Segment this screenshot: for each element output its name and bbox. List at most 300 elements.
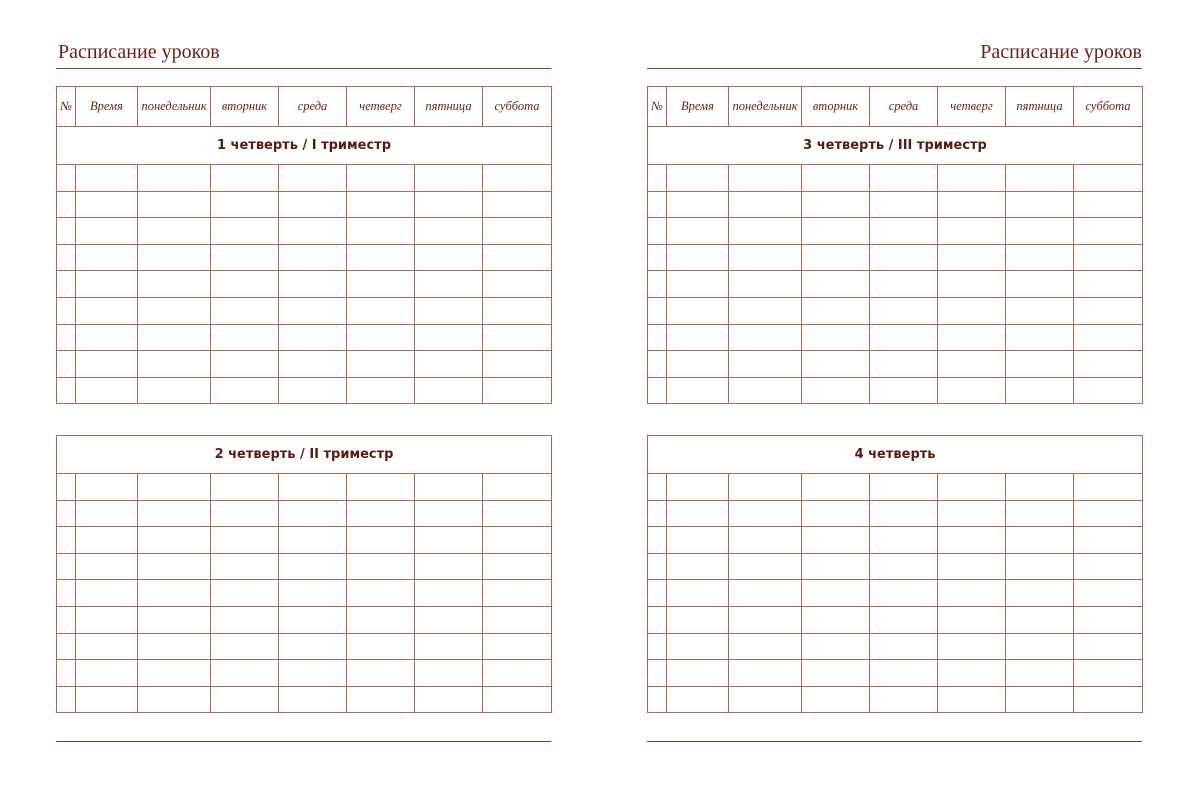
table-cell[interactable] <box>76 377 138 404</box>
table-row <box>57 686 552 713</box>
table-cell[interactable] <box>1006 686 1074 713</box>
table-cell[interactable] <box>938 271 1006 298</box>
table-cell[interactable] <box>870 165 938 192</box>
table-cell[interactable] <box>729 377 802 404</box>
table-cell[interactable] <box>1006 351 1074 378</box>
table-cell[interactable] <box>483 500 552 527</box>
table-cell[interactable] <box>648 297 667 324</box>
table-cell[interactable] <box>211 660 279 687</box>
table-cell[interactable] <box>1074 527 1143 554</box>
table-cell[interactable] <box>483 351 552 378</box>
table-cell[interactable] <box>279 271 347 298</box>
table-cell[interactable] <box>729 324 802 351</box>
table-cell[interactable] <box>279 686 347 713</box>
table-cell[interactable] <box>211 244 279 271</box>
table-cell[interactable] <box>667 606 729 633</box>
table-cell[interactable] <box>483 218 552 245</box>
table-cell[interactable] <box>938 165 1006 192</box>
table-cell[interactable] <box>57 377 76 404</box>
table-cell[interactable] <box>648 553 667 580</box>
table-cell[interactable] <box>76 165 138 192</box>
table-cell[interactable] <box>211 606 279 633</box>
table-cell[interactable] <box>347 191 415 218</box>
table-cell[interactable] <box>415 324 483 351</box>
table-cell[interactable] <box>483 686 552 713</box>
table-cell[interactable] <box>729 686 802 713</box>
table-cell[interactable] <box>279 244 347 271</box>
table-cell[interactable] <box>138 474 211 501</box>
table-cell[interactable] <box>279 580 347 607</box>
table-cell[interactable] <box>802 244 870 271</box>
table-cell[interactable] <box>1006 218 1074 245</box>
table-cell[interactable] <box>57 244 76 271</box>
table-cell[interactable] <box>279 633 347 660</box>
table-cell[interactable] <box>483 633 552 660</box>
table-cell[interactable] <box>1006 191 1074 218</box>
table-cell[interactable] <box>483 553 552 580</box>
table-cell[interactable] <box>1074 351 1143 378</box>
table-cell[interactable] <box>802 324 870 351</box>
table-cell[interactable] <box>729 633 802 660</box>
table-cell[interactable] <box>211 527 279 554</box>
table-cell[interactable] <box>211 165 279 192</box>
table-cell[interactable] <box>76 351 138 378</box>
table-cell[interactable] <box>1074 244 1143 271</box>
table-cell[interactable] <box>648 633 667 660</box>
table-cell[interactable] <box>57 606 76 633</box>
table-cell[interactable] <box>138 271 211 298</box>
table-cell[interactable] <box>802 191 870 218</box>
table-cell[interactable] <box>415 686 483 713</box>
table-cell[interactable] <box>729 218 802 245</box>
table-cell[interactable] <box>57 271 76 298</box>
table-cell[interactable] <box>1074 500 1143 527</box>
table-cell[interactable] <box>938 218 1006 245</box>
table-cell[interactable] <box>648 244 667 271</box>
table-cell[interactable] <box>415 244 483 271</box>
table-cell[interactable] <box>870 580 938 607</box>
table-cell[interactable] <box>938 191 1006 218</box>
table-cell[interactable] <box>667 351 729 378</box>
table-cell[interactable] <box>1074 271 1143 298</box>
table-cell[interactable] <box>729 165 802 192</box>
table-cell[interactable] <box>802 553 870 580</box>
table-cell[interactable] <box>57 686 76 713</box>
column-header: № <box>648 87 667 127</box>
table-cell[interactable] <box>667 527 729 554</box>
table-cell[interactable] <box>938 377 1006 404</box>
table-cell[interactable] <box>415 606 483 633</box>
table-cell[interactable] <box>138 191 211 218</box>
table-cell[interactable] <box>648 606 667 633</box>
table-cell[interactable] <box>729 606 802 633</box>
table-cell[interactable] <box>76 660 138 687</box>
table-cell[interactable] <box>729 244 802 271</box>
table-cell[interactable] <box>57 500 76 527</box>
table-cell[interactable] <box>76 606 138 633</box>
table-cell[interactable] <box>729 474 802 501</box>
table-cell[interactable] <box>76 500 138 527</box>
table-cell[interactable] <box>211 191 279 218</box>
table-cell[interactable] <box>138 660 211 687</box>
table-cell[interactable] <box>667 191 729 218</box>
table-cell[interactable] <box>802 660 870 687</box>
table-cell[interactable] <box>138 686 211 713</box>
table-cell[interactable] <box>347 633 415 660</box>
table-cell[interactable] <box>483 191 552 218</box>
table-cell[interactable] <box>347 580 415 607</box>
table-cell[interactable] <box>347 686 415 713</box>
table-cell[interactable] <box>667 474 729 501</box>
table-cell[interactable] <box>648 191 667 218</box>
table-cell[interactable] <box>870 553 938 580</box>
table-cell[interactable] <box>279 527 347 554</box>
table-cell[interactable] <box>1006 606 1074 633</box>
table-row <box>648 500 1143 527</box>
table-cell[interactable] <box>347 606 415 633</box>
table-cell[interactable] <box>347 165 415 192</box>
table-cell[interactable] <box>211 271 279 298</box>
table-cell[interactable] <box>483 244 552 271</box>
table-cell[interactable] <box>938 500 1006 527</box>
table-cell[interactable] <box>211 297 279 324</box>
table-cell[interactable] <box>483 297 552 324</box>
table-cell[interactable] <box>347 218 415 245</box>
table-cell[interactable] <box>138 324 211 351</box>
table-cell[interactable] <box>802 218 870 245</box>
table-cell[interactable] <box>802 606 870 633</box>
table-cell[interactable] <box>57 297 76 324</box>
table-cell[interactable] <box>729 500 802 527</box>
table-cell[interactable] <box>347 553 415 580</box>
table-cell[interactable] <box>279 218 347 245</box>
table-cell[interactable] <box>138 218 211 245</box>
table-cell[interactable] <box>415 351 483 378</box>
table-cell[interactable] <box>648 271 667 298</box>
table-cell[interactable] <box>211 553 279 580</box>
table-cell[interactable] <box>57 218 76 245</box>
table-cell[interactable] <box>938 686 1006 713</box>
table-cell[interactable] <box>211 633 279 660</box>
table-cell[interactable] <box>138 244 211 271</box>
table-cell[interactable] <box>279 165 347 192</box>
table-cell[interactable] <box>483 271 552 298</box>
table-cell[interactable] <box>211 686 279 713</box>
table-cell[interactable] <box>138 580 211 607</box>
table-cell[interactable] <box>870 527 938 554</box>
table-cell[interactable] <box>76 527 138 554</box>
table-cell[interactable] <box>1006 580 1074 607</box>
table-cell[interactable] <box>57 553 76 580</box>
table-cell[interactable] <box>76 474 138 501</box>
table-cell[interactable] <box>1006 474 1074 501</box>
table-cell[interactable] <box>76 191 138 218</box>
table-cell[interactable] <box>76 324 138 351</box>
table-cell[interactable] <box>57 633 76 660</box>
table-cell[interactable] <box>347 351 415 378</box>
table-cell[interactable] <box>1006 500 1074 527</box>
table-cell[interactable] <box>279 191 347 218</box>
table-cell[interactable] <box>211 580 279 607</box>
table-cell[interactable] <box>415 218 483 245</box>
table-cell[interactable] <box>667 244 729 271</box>
table-cell[interactable] <box>415 553 483 580</box>
table-cell[interactable] <box>729 580 802 607</box>
table-row <box>648 474 1143 501</box>
table-cell[interactable] <box>802 633 870 660</box>
table-cell[interactable] <box>729 271 802 298</box>
table-cell[interactable] <box>667 271 729 298</box>
table-cell[interactable] <box>1074 191 1143 218</box>
table-cell[interactable] <box>667 686 729 713</box>
table-cell[interactable] <box>870 324 938 351</box>
table-cell[interactable] <box>57 165 76 192</box>
table-cell[interactable] <box>729 660 802 687</box>
table-cell[interactable] <box>279 474 347 501</box>
table-cell[interactable] <box>57 351 76 378</box>
table-cell[interactable] <box>1074 606 1143 633</box>
table-cell[interactable] <box>802 351 870 378</box>
table-cell[interactable] <box>347 527 415 554</box>
table-row <box>57 553 552 580</box>
table-cell[interactable] <box>1074 553 1143 580</box>
table-cell[interactable] <box>870 686 938 713</box>
table-cell[interactable] <box>802 271 870 298</box>
table-cell[interactable] <box>729 191 802 218</box>
table-cell[interactable] <box>415 660 483 687</box>
table-cell[interactable] <box>138 500 211 527</box>
table-cell[interactable] <box>648 377 667 404</box>
table-cell[interactable] <box>802 686 870 713</box>
table-cell[interactable] <box>483 660 552 687</box>
table-cell[interactable] <box>648 660 667 687</box>
table-cell[interactable] <box>729 553 802 580</box>
table-cell[interactable] <box>802 474 870 501</box>
table-cell[interactable] <box>483 324 552 351</box>
table-cell[interactable] <box>667 297 729 324</box>
table-cell[interactable] <box>1074 377 1143 404</box>
table-cell[interactable] <box>870 606 938 633</box>
table-cell[interactable] <box>802 527 870 554</box>
table-cell[interactable] <box>483 474 552 501</box>
table-cell[interactable] <box>1006 553 1074 580</box>
table-cell[interactable] <box>1074 165 1143 192</box>
table-cell[interactable] <box>76 244 138 271</box>
table-cell[interactable] <box>870 244 938 271</box>
table-cell[interactable] <box>138 553 211 580</box>
bottom-rule <box>647 741 1142 742</box>
table-cell[interactable] <box>667 633 729 660</box>
table-cell[interactable] <box>347 271 415 298</box>
table-cell[interactable] <box>648 324 667 351</box>
table-cell[interactable] <box>870 271 938 298</box>
column-header: четверг <box>938 87 1006 127</box>
table-cell[interactable] <box>870 474 938 501</box>
table-cell[interactable] <box>667 218 729 245</box>
table-cell[interactable] <box>802 500 870 527</box>
table-cell[interactable] <box>667 660 729 687</box>
table-cell[interactable] <box>483 527 552 554</box>
table-cell[interactable] <box>211 377 279 404</box>
table-cell[interactable] <box>729 351 802 378</box>
table-cell[interactable] <box>648 351 667 378</box>
table-cell[interactable] <box>1006 377 1074 404</box>
table-cell[interactable] <box>802 297 870 324</box>
table-cell[interactable] <box>415 527 483 554</box>
table-cell[interactable] <box>279 351 347 378</box>
table-cell[interactable] <box>347 474 415 501</box>
table-cell[interactable] <box>279 553 347 580</box>
table-cell[interactable] <box>1074 218 1143 245</box>
table-cell[interactable] <box>57 660 76 687</box>
table-cell[interactable] <box>483 580 552 607</box>
table-cell[interactable] <box>279 500 347 527</box>
table-cell[interactable] <box>938 351 1006 378</box>
table-cell[interactable] <box>938 324 1006 351</box>
table-cell[interactable] <box>279 297 347 324</box>
table-cell[interactable] <box>729 297 802 324</box>
table-cell[interactable] <box>1074 686 1143 713</box>
table-cell[interactable] <box>938 527 1006 554</box>
table-cell[interactable] <box>415 474 483 501</box>
table-cell[interactable] <box>138 633 211 660</box>
table-cell[interactable] <box>138 377 211 404</box>
table-cell[interactable] <box>415 377 483 404</box>
table-cell[interactable] <box>76 271 138 298</box>
table-cell[interactable] <box>57 324 76 351</box>
table-cell[interactable] <box>1074 474 1143 501</box>
table-cell[interactable] <box>938 606 1006 633</box>
table-cell[interactable] <box>415 580 483 607</box>
column-header: пятница <box>415 87 483 127</box>
table-cell[interactable] <box>870 633 938 660</box>
table-cell[interactable] <box>76 297 138 324</box>
table-cell[interactable] <box>1074 580 1143 607</box>
table-cell[interactable] <box>57 474 76 501</box>
table-cell[interactable] <box>57 527 76 554</box>
table-cell[interactable] <box>667 377 729 404</box>
table-cell[interactable] <box>76 633 138 660</box>
table-cell[interactable] <box>138 527 211 554</box>
table-cell[interactable] <box>76 553 138 580</box>
table-cell[interactable] <box>802 165 870 192</box>
table-row <box>57 271 552 298</box>
table-cell[interactable] <box>347 500 415 527</box>
table-cell[interactable] <box>138 297 211 324</box>
table-cell[interactable] <box>279 377 347 404</box>
table-row <box>57 351 552 378</box>
table-cell[interactable] <box>648 500 667 527</box>
table-cell[interactable] <box>76 686 138 713</box>
table-cell[interactable] <box>211 474 279 501</box>
table-cell[interactable] <box>667 580 729 607</box>
table-cell[interactable] <box>415 500 483 527</box>
table-cell[interactable] <box>138 351 211 378</box>
table-cell[interactable] <box>483 606 552 633</box>
table-cell[interactable] <box>483 165 552 192</box>
table-cell[interactable] <box>347 324 415 351</box>
table-cell[interactable] <box>1074 660 1143 687</box>
table-cell[interactable] <box>415 297 483 324</box>
table-cell[interactable] <box>211 500 279 527</box>
table-cell[interactable] <box>938 660 1006 687</box>
table-cell[interactable] <box>648 165 667 192</box>
table-cell[interactable] <box>415 165 483 192</box>
table-cell[interactable] <box>938 244 1006 271</box>
table-cell[interactable] <box>648 474 667 501</box>
table-cell[interactable] <box>415 191 483 218</box>
table-cell[interactable] <box>667 165 729 192</box>
table-cell[interactable] <box>279 606 347 633</box>
table-cell[interactable] <box>211 324 279 351</box>
table-cell[interactable] <box>57 191 76 218</box>
table-cell[interactable] <box>667 553 729 580</box>
table-cell[interactable] <box>729 527 802 554</box>
table-cell[interactable] <box>211 351 279 378</box>
table-cell[interactable] <box>938 580 1006 607</box>
table-cell[interactable] <box>648 686 667 713</box>
table-cell[interactable] <box>415 633 483 660</box>
table-cell[interactable] <box>802 580 870 607</box>
table-cell[interactable] <box>1006 527 1074 554</box>
table-row <box>648 244 1143 271</box>
table-cell[interactable] <box>57 580 76 607</box>
table-cell[interactable] <box>1006 244 1074 271</box>
table-cell[interactable] <box>279 660 347 687</box>
table-cell[interactable] <box>1074 633 1143 660</box>
table-cell[interactable] <box>938 553 1006 580</box>
table-cell[interactable] <box>1006 271 1074 298</box>
table-cell[interactable] <box>648 218 667 245</box>
table-cell[interactable] <box>870 351 938 378</box>
table-row <box>648 527 1143 554</box>
table-cell[interactable] <box>648 580 667 607</box>
table-cell[interactable] <box>1006 633 1074 660</box>
table-cell[interactable] <box>870 660 938 687</box>
table-cell[interactable] <box>483 377 552 404</box>
table-cell[interactable] <box>667 324 729 351</box>
table-cell[interactable] <box>1006 660 1074 687</box>
table-cell[interactable] <box>938 633 1006 660</box>
table-cell[interactable] <box>138 165 211 192</box>
table-cell[interactable] <box>870 218 938 245</box>
table-cell[interactable] <box>802 377 870 404</box>
table-cell[interactable] <box>1074 297 1143 324</box>
table-cell[interactable] <box>1006 165 1074 192</box>
table-cell[interactable] <box>870 500 938 527</box>
table-cell[interactable] <box>211 218 279 245</box>
table-cell[interactable] <box>648 527 667 554</box>
table-cell[interactable] <box>138 606 211 633</box>
table-cell[interactable] <box>347 244 415 271</box>
table-cell[interactable] <box>415 271 483 298</box>
table-cell[interactable] <box>347 297 415 324</box>
table-cell[interactable] <box>279 324 347 351</box>
table-cell[interactable] <box>938 297 1006 324</box>
table-cell[interactable] <box>1006 297 1074 324</box>
table-cell[interactable] <box>76 218 138 245</box>
table-cell[interactable] <box>870 377 938 404</box>
table-cell[interactable] <box>870 297 938 324</box>
table-cell[interactable] <box>347 377 415 404</box>
table-cell[interactable] <box>938 474 1006 501</box>
table-cell[interactable] <box>76 580 138 607</box>
table-cell[interactable] <box>1074 324 1143 351</box>
table-cell[interactable] <box>347 660 415 687</box>
table-cell[interactable] <box>667 500 729 527</box>
table-cell[interactable] <box>870 191 938 218</box>
table-cell[interactable] <box>1006 324 1074 351</box>
